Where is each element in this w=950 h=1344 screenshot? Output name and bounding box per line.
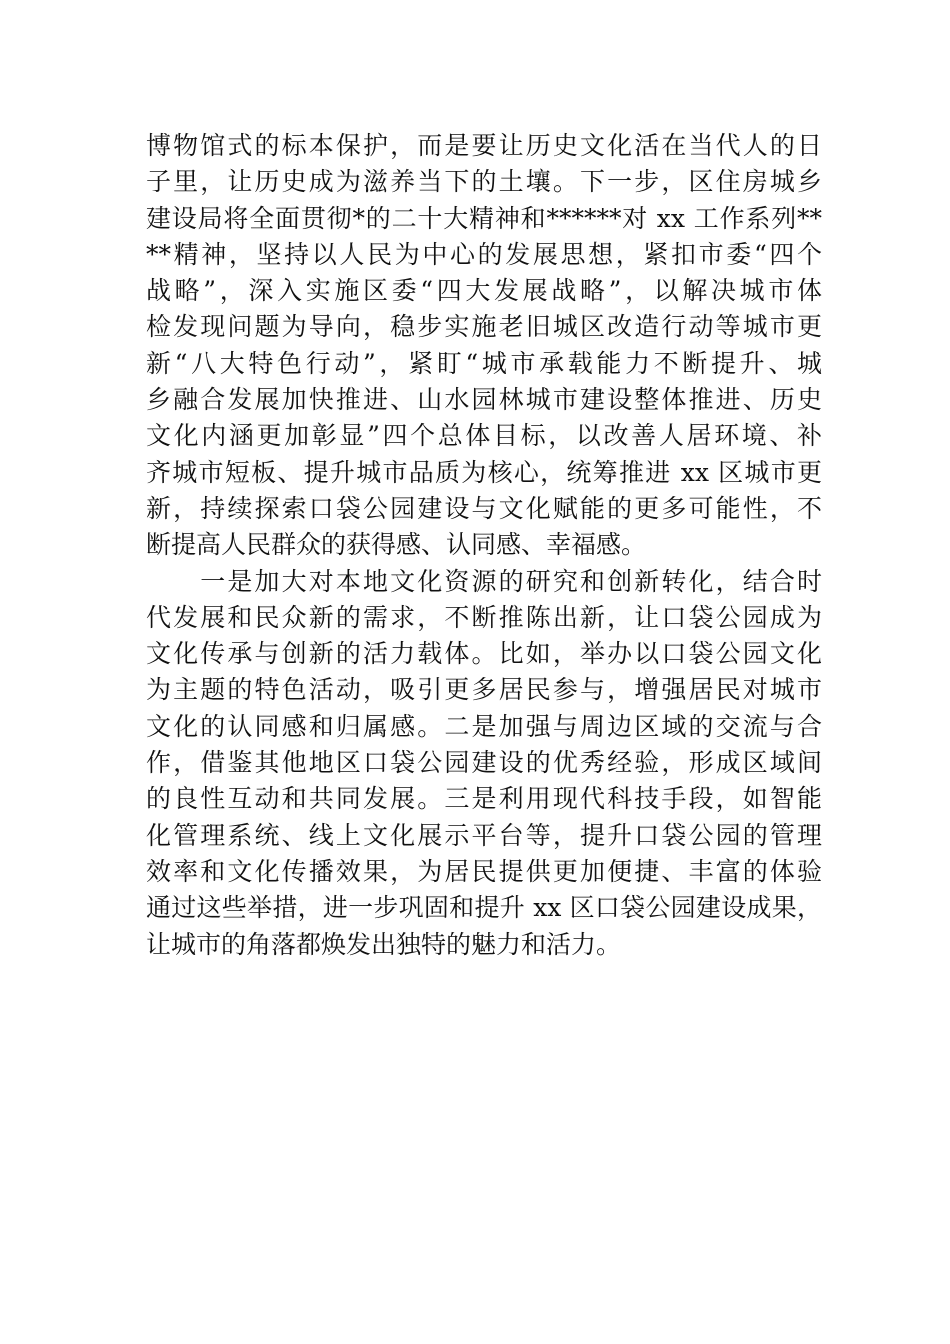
text-line: 战略”，深入实施区委“四大发展战略”，以解决城市体 (146, 276, 822, 306)
text-line: **精神，坚持以人民为中心的发展思想，紧扣市委“四个 (146, 239, 822, 269)
text-line: 通过这些举措，进一步巩固和提升 xx 区口袋公园建设成果， (146, 893, 822, 923)
text-line: 断提高人民群众的获得感、认同感、幸福感。 (146, 530, 647, 560)
text-line: 齐城市短板、提升城市品质为核心，统筹推进 xx 区城市更 (146, 457, 822, 487)
text-line: 建设局将全面贯彻*的二十大精神和******对 xx 工作系列** (146, 203, 822, 233)
text-line: 新，持续探索口袋公园建设与文化赋能的更多可能性，不 (146, 493, 822, 523)
text-line: 为主题的特色活动，吸引更多居民参与，增强居民对城市 (146, 675, 822, 705)
text-line: 乡融合发展加快推进、山水园林城市建设整体推进、历史 (146, 385, 822, 415)
text-line: 新“八大特色行动”，紧盯“城市承载能力不断提升、城 (146, 348, 822, 378)
text-line: 文化传承与创新的活力载体。比如，举办以口袋公园文化 (146, 639, 822, 669)
text-line: 博物馆式的标本保护，而是要让历史文化活在当代人的日 (146, 131, 822, 160)
text-line: 作，借鉴其他地区口袋公园建设的优秀经验，形成区域间 (146, 748, 822, 778)
text-line: 文化内涵更加彰显”四个总体目标，以改善人居环境、补 (146, 421, 822, 451)
text-line: 的良性互动和共同发展。三是利用现代科技手段，如智能 (146, 784, 822, 814)
text-line: 一是加大对本地文化资源的研究和创新转化，结合时 (146, 566, 822, 596)
text-line: 代发展和民众新的需求，不断推陈出新，让口袋公园成为 (146, 602, 822, 632)
text-line: 让城市的角落都焕发出独特的魅力和活力。 (146, 929, 622, 959)
paragraph-1 (146, 128, 822, 564)
text-line: 效率和文化传播效果，为居民提供更加便捷、丰富的体验 (146, 856, 822, 886)
text-line: 检发现问题为导向，稳步实施老旧城区改造行动等城市更 (146, 312, 822, 342)
document-body (146, 128, 822, 963)
text-line: 文化的认同感和归属感。二是加强与周边区域的交流与合 (146, 711, 822, 741)
text-line: 化管理系统、线上文化展示平台等，提升口袋公园的管理 (146, 820, 822, 850)
text-line: 子里，让历史成为滋养当下的土壤。下一步，区住房城乡 (146, 167, 822, 197)
paragraph-2 (146, 564, 822, 963)
